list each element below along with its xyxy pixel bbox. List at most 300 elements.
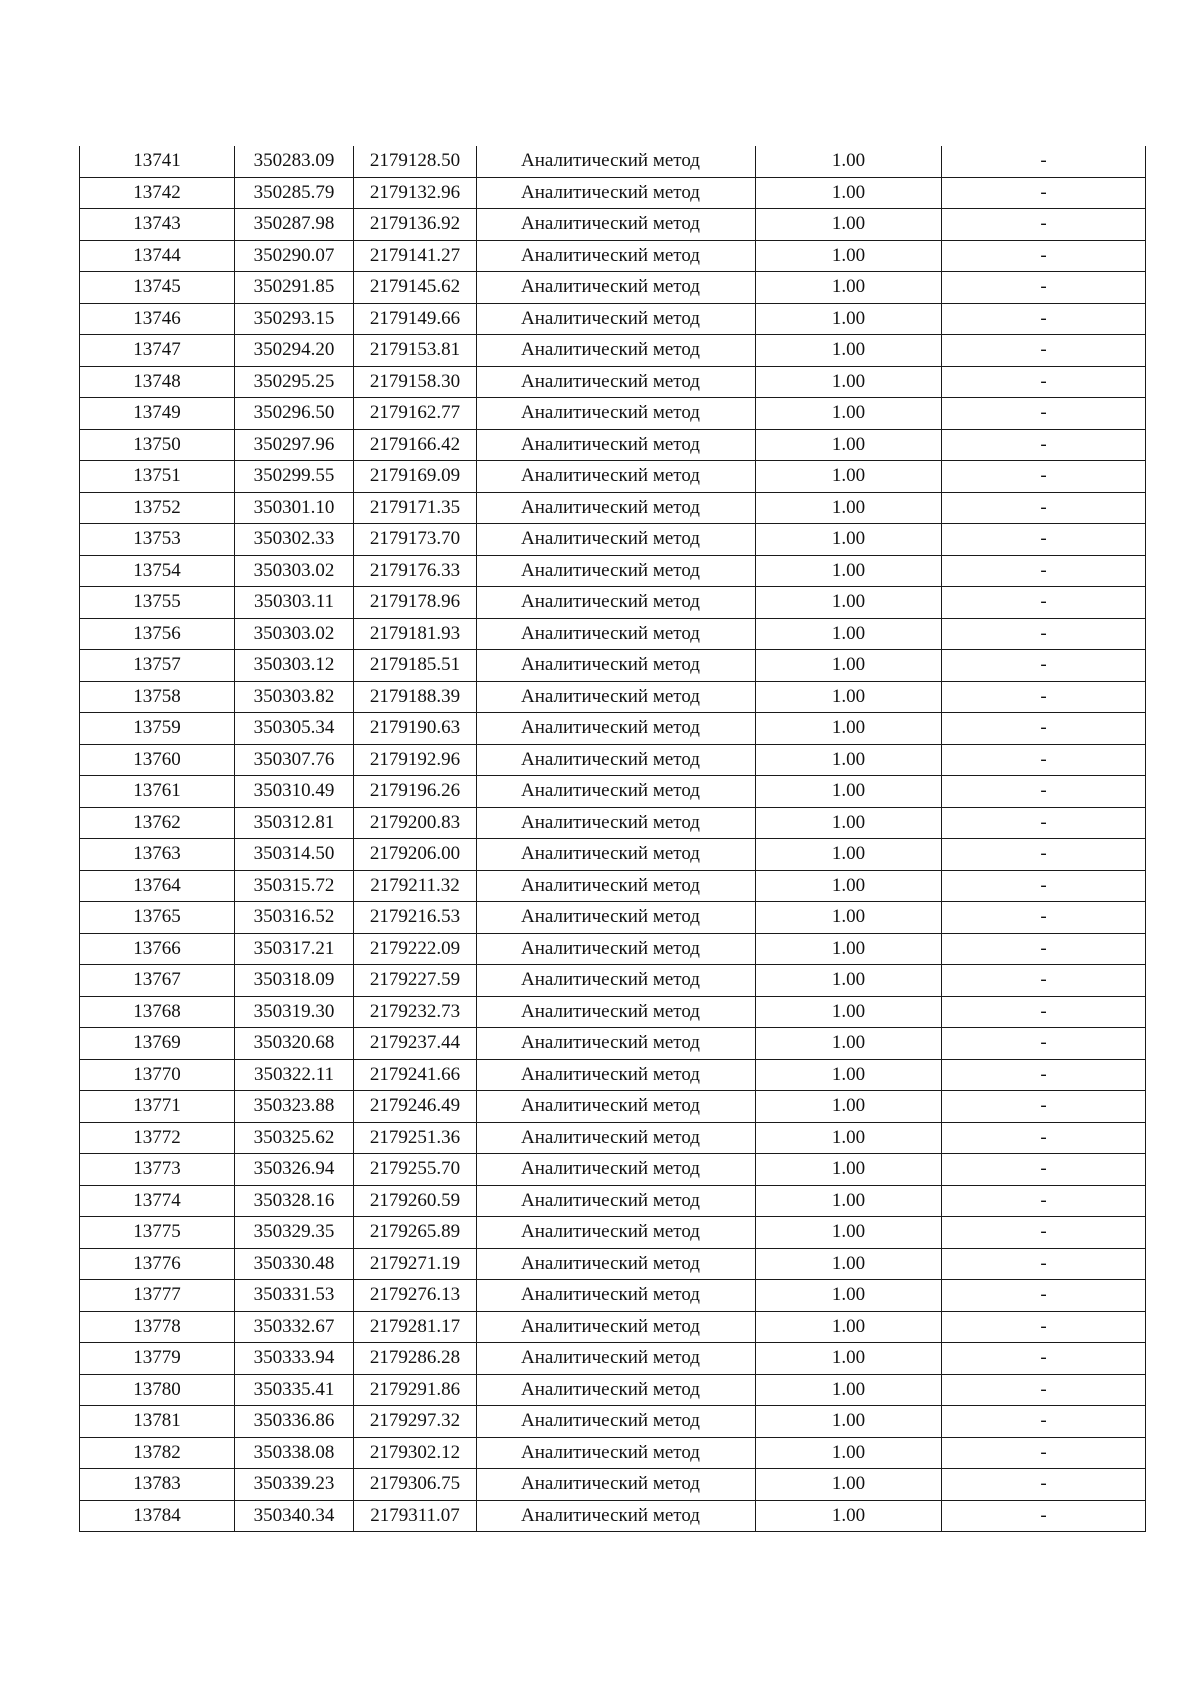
x-coordinate-cell: 350339.23 bbox=[235, 1469, 354, 1501]
point-number-cell: 13745 bbox=[80, 272, 235, 304]
accuracy-cell: 1.00 bbox=[756, 965, 942, 997]
table-row bbox=[80, 1374, 1146, 1406]
x-coordinate-cell: 350296.50 bbox=[235, 398, 354, 430]
accuracy-cell: 1.00 bbox=[756, 1343, 942, 1375]
table-row bbox=[80, 1311, 1146, 1343]
table-row bbox=[80, 303, 1146, 335]
method-cell: Аналитический метод bbox=[477, 1185, 756, 1217]
point-number-cell: 13751 bbox=[80, 461, 235, 493]
table-row bbox=[80, 335, 1146, 367]
x-coordinate-cell: 350326.94 bbox=[235, 1154, 354, 1186]
x-coordinate-cell: 350312.81 bbox=[235, 807, 354, 839]
table-row bbox=[80, 1406, 1146, 1438]
y-coordinate-cell: 2179237.44 bbox=[354, 1028, 477, 1060]
method-cell: Аналитический метод bbox=[477, 1469, 756, 1501]
x-coordinate-cell: 350325.62 bbox=[235, 1122, 354, 1154]
x-coordinate-cell: 350328.16 bbox=[235, 1185, 354, 1217]
table-row bbox=[80, 240, 1146, 272]
accuracy-cell: 1.00 bbox=[756, 681, 942, 713]
x-coordinate-cell: 350338.08 bbox=[235, 1437, 354, 1469]
table-row bbox=[80, 713, 1146, 745]
point-number-cell: 13780 bbox=[80, 1374, 235, 1406]
x-coordinate-cell: 350294.20 bbox=[235, 335, 354, 367]
x-coordinate-cell: 350301.10 bbox=[235, 492, 354, 524]
method-cell: Аналитический метод bbox=[477, 1280, 756, 1312]
note-cell: - bbox=[942, 681, 1146, 713]
accuracy-cell: 1.00 bbox=[756, 587, 942, 619]
accuracy-cell: 1.00 bbox=[756, 146, 942, 177]
point-number-cell: 13748 bbox=[80, 366, 235, 398]
table-row bbox=[80, 870, 1146, 902]
method-cell: Аналитический метод bbox=[477, 776, 756, 808]
y-coordinate-cell: 2179286.28 bbox=[354, 1343, 477, 1375]
y-coordinate-cell: 2179162.77 bbox=[354, 398, 477, 430]
note-cell: - bbox=[942, 713, 1146, 745]
accuracy-cell: 1.00 bbox=[756, 618, 942, 650]
method-cell: Аналитический метод bbox=[477, 618, 756, 650]
method-cell: Аналитический метод bbox=[477, 839, 756, 871]
note-cell: - bbox=[942, 744, 1146, 776]
x-coordinate-cell: 350333.94 bbox=[235, 1343, 354, 1375]
x-coordinate-cell: 350329.35 bbox=[235, 1217, 354, 1249]
table-row bbox=[80, 965, 1146, 997]
y-coordinate-cell: 2179171.35 bbox=[354, 492, 477, 524]
point-number-cell: 13781 bbox=[80, 1406, 235, 1438]
y-coordinate-cell: 2179181.93 bbox=[354, 618, 477, 650]
note-cell: - bbox=[942, 1374, 1146, 1406]
y-coordinate-cell: 2179166.42 bbox=[354, 429, 477, 461]
method-cell: Аналитический метод bbox=[477, 650, 756, 682]
x-coordinate-cell: 350283.09 bbox=[235, 146, 354, 177]
x-coordinate-cell: 350322.11 bbox=[235, 1059, 354, 1091]
accuracy-cell: 1.00 bbox=[756, 1406, 942, 1438]
accuracy-cell: 1.00 bbox=[756, 1028, 942, 1060]
accuracy-cell: 1.00 bbox=[756, 776, 942, 808]
note-cell: - bbox=[942, 587, 1146, 619]
table-row bbox=[80, 776, 1146, 808]
method-cell: Аналитический метод bbox=[477, 1406, 756, 1438]
y-coordinate-cell: 2179260.59 bbox=[354, 1185, 477, 1217]
accuracy-cell: 1.00 bbox=[756, 902, 942, 934]
accuracy-cell: 1.00 bbox=[756, 1500, 942, 1532]
x-coordinate-cell: 350290.07 bbox=[235, 240, 354, 272]
note-cell: - bbox=[942, 1406, 1146, 1438]
table-row bbox=[80, 1217, 1146, 1249]
table-row bbox=[80, 398, 1146, 430]
y-coordinate-cell: 2179265.89 bbox=[354, 1217, 477, 1249]
note-cell: - bbox=[942, 492, 1146, 524]
y-coordinate-cell: 2179227.59 bbox=[354, 965, 477, 997]
accuracy-cell: 1.00 bbox=[756, 366, 942, 398]
accuracy-cell: 1.00 bbox=[756, 1374, 942, 1406]
y-coordinate-cell: 2179158.30 bbox=[354, 366, 477, 398]
note-cell: - bbox=[942, 461, 1146, 493]
note-cell: - bbox=[942, 335, 1146, 367]
x-coordinate-cell: 350303.12 bbox=[235, 650, 354, 682]
method-cell: Аналитический метод bbox=[477, 492, 756, 524]
accuracy-cell: 1.00 bbox=[756, 807, 942, 839]
point-number-cell: 13766 bbox=[80, 933, 235, 965]
table-row bbox=[80, 524, 1146, 556]
x-coordinate-cell: 350323.88 bbox=[235, 1091, 354, 1123]
table-row bbox=[80, 1500, 1146, 1532]
accuracy-cell: 1.00 bbox=[756, 933, 942, 965]
x-coordinate-cell: 350310.49 bbox=[235, 776, 354, 808]
accuracy-cell: 1.00 bbox=[756, 1154, 942, 1186]
note-cell: - bbox=[942, 1154, 1146, 1186]
point-number-cell: 13757 bbox=[80, 650, 235, 682]
y-coordinate-cell: 2179200.83 bbox=[354, 807, 477, 839]
point-number-cell: 13753 bbox=[80, 524, 235, 556]
note-cell: - bbox=[942, 398, 1146, 430]
point-number-cell: 13776 bbox=[80, 1248, 235, 1280]
note-cell: - bbox=[942, 1280, 1146, 1312]
table-row bbox=[80, 1059, 1146, 1091]
table-row bbox=[80, 146, 1146, 177]
x-coordinate-cell: 350340.34 bbox=[235, 1500, 354, 1532]
point-number-cell: 13779 bbox=[80, 1343, 235, 1375]
method-cell: Аналитический метод bbox=[477, 587, 756, 619]
table-row bbox=[80, 1091, 1146, 1123]
x-coordinate-cell: 350291.85 bbox=[235, 272, 354, 304]
method-cell: Аналитический метод bbox=[477, 902, 756, 934]
y-coordinate-cell: 2179276.13 bbox=[354, 1280, 477, 1312]
table-row bbox=[80, 209, 1146, 241]
accuracy-cell: 1.00 bbox=[756, 1248, 942, 1280]
x-coordinate-cell: 350299.55 bbox=[235, 461, 354, 493]
accuracy-cell: 1.00 bbox=[756, 1185, 942, 1217]
accuracy-cell: 1.00 bbox=[756, 335, 942, 367]
x-coordinate-cell: 350285.79 bbox=[235, 177, 354, 209]
point-number-cell: 13752 bbox=[80, 492, 235, 524]
accuracy-cell: 1.00 bbox=[756, 177, 942, 209]
y-coordinate-cell: 2179145.62 bbox=[354, 272, 477, 304]
point-number-cell: 13763 bbox=[80, 839, 235, 871]
y-coordinate-cell: 2179241.66 bbox=[354, 1059, 477, 1091]
point-number-cell: 13784 bbox=[80, 1500, 235, 1532]
x-coordinate-cell: 350319.30 bbox=[235, 996, 354, 1028]
method-cell: Аналитический метод bbox=[477, 1059, 756, 1091]
x-coordinate-cell: 350305.34 bbox=[235, 713, 354, 745]
table-row bbox=[80, 1122, 1146, 1154]
note-cell: - bbox=[942, 366, 1146, 398]
method-cell: Аналитический метод bbox=[477, 1374, 756, 1406]
method-cell: Аналитический метод bbox=[477, 1217, 756, 1249]
point-number-cell: 13744 bbox=[80, 240, 235, 272]
table-row bbox=[80, 272, 1146, 304]
note-cell: - bbox=[942, 1091, 1146, 1123]
method-cell: Аналитический метод bbox=[477, 524, 756, 556]
point-number-cell: 13762 bbox=[80, 807, 235, 839]
point-number-cell: 13774 bbox=[80, 1185, 235, 1217]
method-cell: Аналитический метод bbox=[477, 996, 756, 1028]
accuracy-cell: 1.00 bbox=[756, 209, 942, 241]
accuracy-cell: 1.00 bbox=[756, 744, 942, 776]
method-cell: Аналитический метод bbox=[477, 1154, 756, 1186]
table-row bbox=[80, 1343, 1146, 1375]
x-coordinate-cell: 350303.11 bbox=[235, 587, 354, 619]
method-cell: Аналитический метод bbox=[477, 1311, 756, 1343]
y-coordinate-cell: 2179173.70 bbox=[354, 524, 477, 556]
accuracy-cell: 1.00 bbox=[756, 429, 942, 461]
table-row bbox=[80, 681, 1146, 713]
table-row bbox=[80, 744, 1146, 776]
accuracy-cell: 1.00 bbox=[756, 839, 942, 871]
y-coordinate-cell: 2179196.26 bbox=[354, 776, 477, 808]
y-coordinate-cell: 2179185.51 bbox=[354, 650, 477, 682]
x-coordinate-cell: 350320.68 bbox=[235, 1028, 354, 1060]
note-cell: - bbox=[942, 146, 1146, 177]
table-row bbox=[80, 1280, 1146, 1312]
y-coordinate-cell: 2179128.50 bbox=[354, 146, 477, 177]
accuracy-cell: 1.00 bbox=[756, 555, 942, 587]
method-cell: Аналитический метод bbox=[477, 555, 756, 587]
x-coordinate-cell: 350330.48 bbox=[235, 1248, 354, 1280]
x-coordinate-cell: 350303.02 bbox=[235, 555, 354, 587]
table-row bbox=[80, 1469, 1146, 1501]
point-number-cell: 13742 bbox=[80, 177, 235, 209]
point-number-cell: 13777 bbox=[80, 1280, 235, 1312]
table-row bbox=[80, 366, 1146, 398]
method-cell: Аналитический метод bbox=[477, 1500, 756, 1532]
x-coordinate-cell: 350287.98 bbox=[235, 209, 354, 241]
point-number-cell: 13773 bbox=[80, 1154, 235, 1186]
accuracy-cell: 1.00 bbox=[756, 1122, 942, 1154]
y-coordinate-cell: 2179153.81 bbox=[354, 335, 477, 367]
accuracy-cell: 1.00 bbox=[756, 1217, 942, 1249]
table-row bbox=[80, 807, 1146, 839]
x-coordinate-cell: 350331.53 bbox=[235, 1280, 354, 1312]
note-cell: - bbox=[942, 1248, 1146, 1280]
accuracy-cell: 1.00 bbox=[756, 240, 942, 272]
table-row bbox=[80, 1185, 1146, 1217]
note-cell: - bbox=[942, 870, 1146, 902]
point-number-cell: 13760 bbox=[80, 744, 235, 776]
note-cell: - bbox=[942, 429, 1146, 461]
method-cell: Аналитический метод bbox=[477, 1122, 756, 1154]
point-number-cell: 13783 bbox=[80, 1469, 235, 1501]
note-cell: - bbox=[942, 902, 1146, 934]
y-coordinate-cell: 2179136.92 bbox=[354, 209, 477, 241]
note-cell: - bbox=[942, 1122, 1146, 1154]
note-cell: - bbox=[942, 1437, 1146, 1469]
y-coordinate-cell: 2179206.00 bbox=[354, 839, 477, 871]
x-coordinate-cell: 350303.82 bbox=[235, 681, 354, 713]
method-cell: Аналитический метод bbox=[477, 870, 756, 902]
accuracy-cell: 1.00 bbox=[756, 303, 942, 335]
method-cell: Аналитический метод bbox=[477, 146, 756, 177]
point-number-cell: 13768 bbox=[80, 996, 235, 1028]
method-cell: Аналитический метод bbox=[477, 335, 756, 367]
method-cell: Аналитический метод bbox=[477, 1437, 756, 1469]
method-cell: Аналитический метод bbox=[477, 1028, 756, 1060]
method-cell: Аналитический метод bbox=[477, 272, 756, 304]
method-cell: Аналитический метод bbox=[477, 177, 756, 209]
accuracy-cell: 1.00 bbox=[756, 1311, 942, 1343]
method-cell: Аналитический метод bbox=[477, 965, 756, 997]
point-number-cell: 13765 bbox=[80, 902, 235, 934]
point-number-cell: 13770 bbox=[80, 1059, 235, 1091]
y-coordinate-cell: 2179141.27 bbox=[354, 240, 477, 272]
y-coordinate-cell: 2179176.33 bbox=[354, 555, 477, 587]
y-coordinate-cell: 2179178.96 bbox=[354, 587, 477, 619]
point-number-cell: 13743 bbox=[80, 209, 235, 241]
note-cell: - bbox=[942, 618, 1146, 650]
method-cell: Аналитический метод bbox=[477, 1343, 756, 1375]
note-cell: - bbox=[942, 555, 1146, 587]
point-number-cell: 13771 bbox=[80, 1091, 235, 1123]
accuracy-cell: 1.00 bbox=[756, 713, 942, 745]
method-cell: Аналитический метод bbox=[477, 461, 756, 493]
note-cell: - bbox=[942, 303, 1146, 335]
accuracy-cell: 1.00 bbox=[756, 492, 942, 524]
accuracy-cell: 1.00 bbox=[756, 461, 942, 493]
y-coordinate-cell: 2179190.63 bbox=[354, 713, 477, 745]
y-coordinate-cell: 2179132.96 bbox=[354, 177, 477, 209]
accuracy-cell: 1.00 bbox=[756, 870, 942, 902]
note-cell: - bbox=[942, 240, 1146, 272]
note-cell: - bbox=[942, 1185, 1146, 1217]
table-row bbox=[80, 618, 1146, 650]
note-cell: - bbox=[942, 209, 1146, 241]
table-row bbox=[80, 1248, 1146, 1280]
y-coordinate-cell: 2179246.49 bbox=[354, 1091, 477, 1123]
method-cell: Аналитический метод bbox=[477, 933, 756, 965]
point-number-cell: 13782 bbox=[80, 1437, 235, 1469]
accuracy-cell: 1.00 bbox=[756, 1091, 942, 1123]
coordinates-table bbox=[79, 146, 1146, 1532]
note-cell: - bbox=[942, 177, 1146, 209]
point-number-cell: 13758 bbox=[80, 681, 235, 713]
method-cell: Аналитический метод bbox=[477, 681, 756, 713]
accuracy-cell: 1.00 bbox=[756, 1059, 942, 1091]
y-coordinate-cell: 2179302.12 bbox=[354, 1437, 477, 1469]
y-coordinate-cell: 2179297.32 bbox=[354, 1406, 477, 1438]
note-cell: - bbox=[942, 1469, 1146, 1501]
y-coordinate-cell: 2179222.09 bbox=[354, 933, 477, 965]
point-number-cell: 13755 bbox=[80, 587, 235, 619]
method-cell: Аналитический метод bbox=[477, 429, 756, 461]
x-coordinate-cell: 350316.52 bbox=[235, 902, 354, 934]
note-cell: - bbox=[942, 965, 1146, 997]
x-coordinate-cell: 350293.15 bbox=[235, 303, 354, 335]
note-cell: - bbox=[942, 839, 1146, 871]
note-cell: - bbox=[942, 1059, 1146, 1091]
point-number-cell: 13764 bbox=[80, 870, 235, 902]
y-coordinate-cell: 2179251.36 bbox=[354, 1122, 477, 1154]
point-number-cell: 13769 bbox=[80, 1028, 235, 1060]
table-row bbox=[80, 650, 1146, 682]
x-coordinate-cell: 350315.72 bbox=[235, 870, 354, 902]
accuracy-cell: 1.00 bbox=[756, 398, 942, 430]
x-coordinate-cell: 350295.25 bbox=[235, 366, 354, 398]
table-row bbox=[80, 996, 1146, 1028]
method-cell: Аналитический метод bbox=[477, 744, 756, 776]
note-cell: - bbox=[942, 272, 1146, 304]
point-number-cell: 13750 bbox=[80, 429, 235, 461]
x-coordinate-cell: 350318.09 bbox=[235, 965, 354, 997]
method-cell: Аналитический метод bbox=[477, 366, 756, 398]
note-cell: - bbox=[942, 1217, 1146, 1249]
method-cell: Аналитический метод bbox=[477, 713, 756, 745]
note-cell: - bbox=[942, 996, 1146, 1028]
point-number-cell: 13749 bbox=[80, 398, 235, 430]
x-coordinate-cell: 350303.02 bbox=[235, 618, 354, 650]
point-number-cell: 13747 bbox=[80, 335, 235, 367]
method-cell: Аналитический метод bbox=[477, 1091, 756, 1123]
accuracy-cell: 1.00 bbox=[756, 996, 942, 1028]
y-coordinate-cell: 2179281.17 bbox=[354, 1311, 477, 1343]
note-cell: - bbox=[942, 524, 1146, 556]
note-cell: - bbox=[942, 1311, 1146, 1343]
method-cell: Аналитический метод bbox=[477, 240, 756, 272]
y-coordinate-cell: 2179149.66 bbox=[354, 303, 477, 335]
y-coordinate-cell: 2179169.09 bbox=[354, 461, 477, 493]
point-number-cell: 13759 bbox=[80, 713, 235, 745]
note-cell: - bbox=[942, 933, 1146, 965]
x-coordinate-cell: 350335.41 bbox=[235, 1374, 354, 1406]
point-number-cell: 13756 bbox=[80, 618, 235, 650]
x-coordinate-cell: 350317.21 bbox=[235, 933, 354, 965]
accuracy-cell: 1.00 bbox=[756, 1469, 942, 1501]
point-number-cell: 13746 bbox=[80, 303, 235, 335]
point-number-cell: 13775 bbox=[80, 1217, 235, 1249]
method-cell: Аналитический метод bbox=[477, 398, 756, 430]
method-cell: Аналитический метод bbox=[477, 303, 756, 335]
point-number-cell: 13778 bbox=[80, 1311, 235, 1343]
y-coordinate-cell: 2179216.53 bbox=[354, 902, 477, 934]
y-coordinate-cell: 2179311.07 bbox=[354, 1500, 477, 1532]
point-number-cell: 13761 bbox=[80, 776, 235, 808]
note-cell: - bbox=[942, 1028, 1146, 1060]
x-coordinate-cell: 350336.86 bbox=[235, 1406, 354, 1438]
x-coordinate-cell: 350314.50 bbox=[235, 839, 354, 871]
accuracy-cell: 1.00 bbox=[756, 272, 942, 304]
y-coordinate-cell: 2179232.73 bbox=[354, 996, 477, 1028]
note-cell: - bbox=[942, 1500, 1146, 1532]
table-row bbox=[80, 555, 1146, 587]
x-coordinate-cell: 350297.96 bbox=[235, 429, 354, 461]
point-number-cell: 13754 bbox=[80, 555, 235, 587]
table-row bbox=[80, 461, 1146, 493]
x-coordinate-cell: 350332.67 bbox=[235, 1311, 354, 1343]
method-cell: Аналитический метод bbox=[477, 209, 756, 241]
y-coordinate-cell: 2179306.75 bbox=[354, 1469, 477, 1501]
method-cell: Аналитический метод bbox=[477, 1248, 756, 1280]
note-cell: - bbox=[942, 1343, 1146, 1375]
point-number-cell: 13772 bbox=[80, 1122, 235, 1154]
y-coordinate-cell: 2179291.86 bbox=[354, 1374, 477, 1406]
table-row bbox=[80, 1028, 1146, 1060]
accuracy-cell: 1.00 bbox=[756, 524, 942, 556]
accuracy-cell: 1.00 bbox=[756, 1280, 942, 1312]
method-cell: Аналитический метод bbox=[477, 807, 756, 839]
accuracy-cell: 1.00 bbox=[756, 1437, 942, 1469]
note-cell: - bbox=[942, 650, 1146, 682]
x-coordinate-cell: 350302.33 bbox=[235, 524, 354, 556]
table-row bbox=[80, 492, 1146, 524]
note-cell: - bbox=[942, 807, 1146, 839]
accuracy-cell: 1.00 bbox=[756, 650, 942, 682]
table-row bbox=[80, 587, 1146, 619]
table-row bbox=[80, 902, 1146, 934]
table-row bbox=[80, 933, 1146, 965]
note-cell: - bbox=[942, 776, 1146, 808]
x-coordinate-cell: 350307.76 bbox=[235, 744, 354, 776]
table-row bbox=[80, 429, 1146, 461]
table-row bbox=[80, 1154, 1146, 1186]
point-number-cell: 13741 bbox=[80, 146, 235, 177]
